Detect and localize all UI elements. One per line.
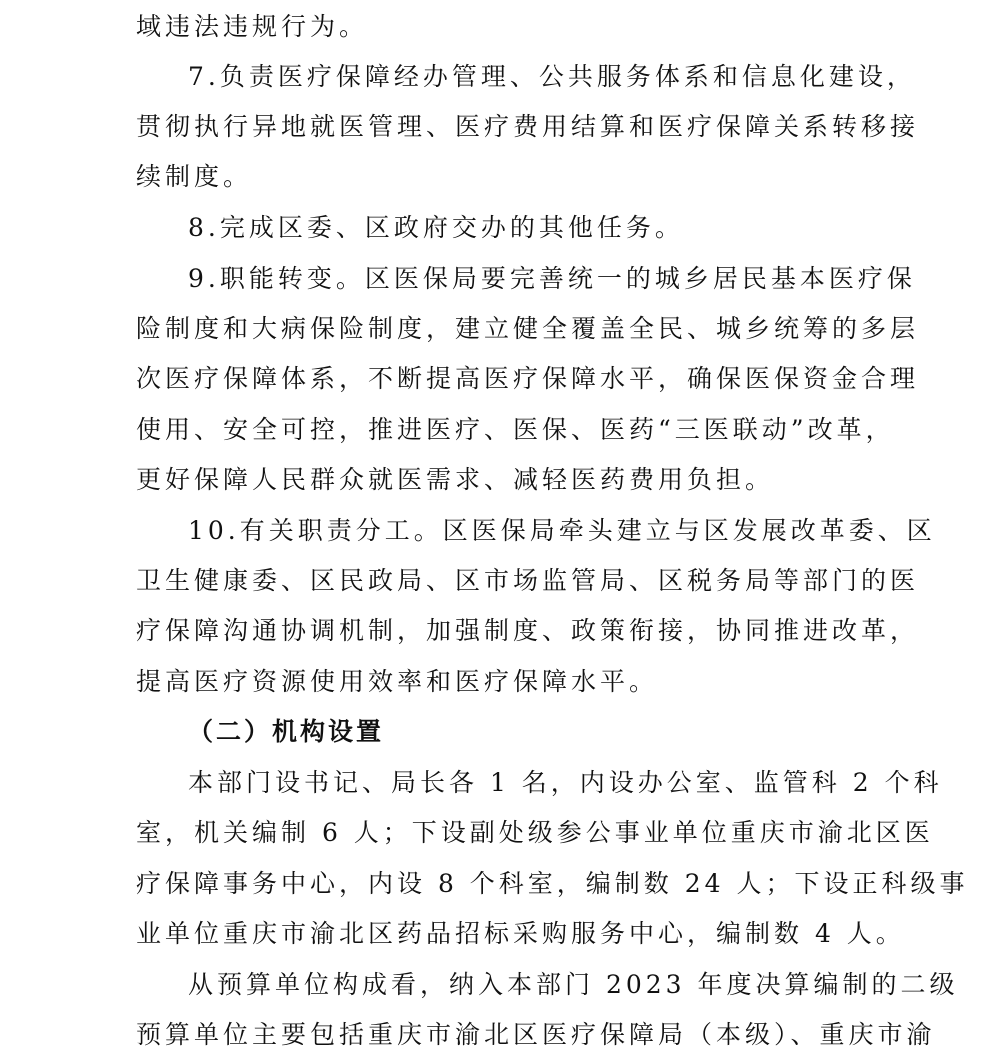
text-line: 业单位重庆市渝北区药品招标采购服务中心，编制数 4 人。: [136, 919, 905, 948]
text-line: 7.负责医疗保障经办管理、公共服务体系和信息化建设，: [188, 62, 916, 91]
section-heading: （二）机构设置: [188, 717, 385, 746]
text-line: 8.完成区委、区政府交办的其他任务。: [188, 213, 684, 242]
text-line: 10.有关职责分工。区医保局牵头建立与区发展改革委、区: [188, 516, 936, 545]
text-line: 卫生健康委、区民政局、区市场监管局、区税务局等部门的医: [136, 566, 920, 595]
text-line: 9.职能转变。区医保局要完善统一的城乡居民基本医疗保: [188, 264, 916, 293]
text-line: 疗保障事务中心，内设 8 个科室，编制数 24 人；下设正科级事: [136, 869, 969, 898]
text-line: 续制度。: [136, 162, 253, 191]
text-line: 疗保障沟通协调机制，加强制度、政策衔接，协同推进改革，: [136, 616, 920, 645]
text-line: 本部门设书记、局长各 1 名，内设办公室、监管科 2 个科: [188, 768, 943, 797]
text-line: 使用、安全可控，推进医疗、医保、医药“三医联动”改革，: [136, 415, 895, 444]
text-line: 室，机关编制 6 人；下设副处级参公事业单位重庆市渝北区医: [136, 818, 934, 847]
text-line: 险制度和大病保险制度，建立健全覆盖全民、城乡统筹的多层: [136, 314, 920, 343]
text-line: 提高医疗资源使用效率和医疗保障水平。: [136, 667, 659, 696]
text-line: 域违法违规行为。: [136, 12, 369, 41]
text-line: 次医疗保障体系，不断提高医疗保障水平，确保医保资金合理: [136, 364, 920, 393]
text-line: 更好保障人民群众就医需求、减轻医药费用负担。: [136, 465, 775, 494]
text-line: 贯彻执行异地就医管理、医疗费用结算和医疗保障关系转移接: [136, 112, 920, 141]
text-line: 预算单位主要包括重庆市渝北区医疗保障局（本级）、重庆市渝: [136, 1020, 936, 1049]
text-line: 从预算单位构成看，纳入本部门 2023 年度决算编制的二级: [188, 970, 959, 999]
